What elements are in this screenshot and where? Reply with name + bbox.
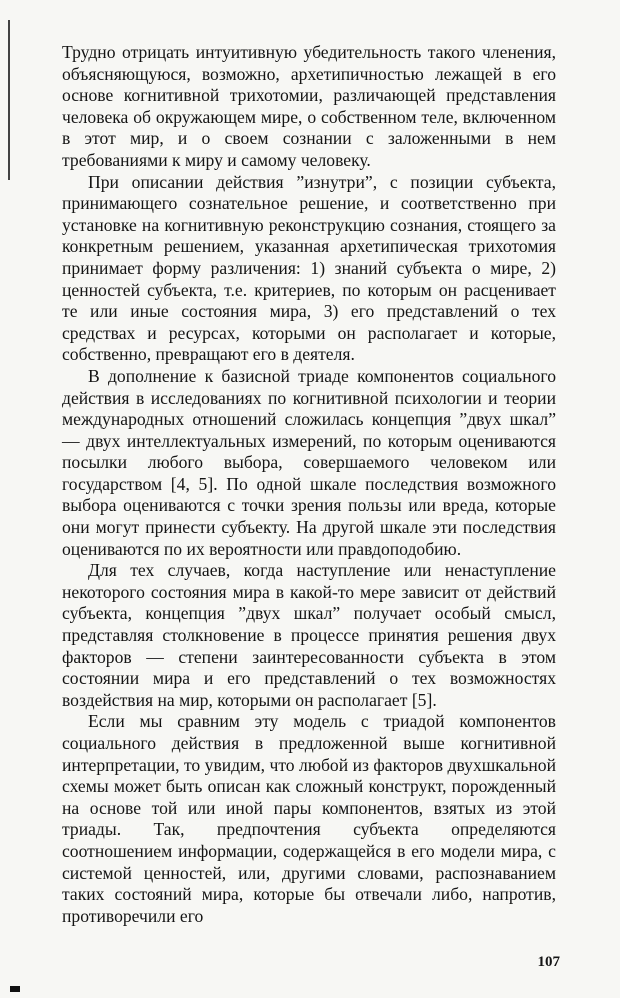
scan-corner-mark	[10, 986, 20, 992]
paragraph-2: При описании действия ”изнутри”, с позиции субъекта, принимающего сознательное решение, и соответственно при установке на когнитивную реконструкцию сознания, стоящего за конкретным решением, указанная архетипическая трихотомия принимает форму различения: 1) знаний субъекта о мире, 2) ценностей субъекта, т.е. критериев, по которым он расценивает те или иные состояния мира, 3) его представлений о тех средствах и ресурсах, которыми он располагает и которые, собственно, превращают его в деятеля.	[62, 171, 556, 365]
scan-edge-mark	[8, 20, 10, 180]
paragraph-1: Трудно отрицать интуитивную убедительность такого членения, объясняющуюся, возможно, архетипичностью лежащей в его основе когнитивной трихотомии, различающей представления человека об окружающем мире, о собственном теле, включенном в этот мир, и о своем сознании с заложенными в нем требованиями к миру и самому человеку.	[62, 42, 556, 170]
body-text	[62, 42, 556, 927]
page-number: 107	[537, 954, 560, 970]
paragraph-5: Если мы сравним эту модель с триадой компонентов социального действия в предложенной выше когнитивной интерпретации, то увидим, что любой из факторов двухшкальной схемы может быть описан как сложный конструкт, порожденный на основе той или иной пары компонентов, взятых из этой триады. Так, предпочтения субъекта определяются соотношением информации, содержащейся в его модели мира, с системой ценностей, или, другими словами, распознаванием таких состояний мира, которые бы отвечали либо, напротив, противоречили его	[62, 711, 556, 926]
paragraph-3: В дополнение к базисной триаде компонентов социального действия в исследованиях по когнитивной психологии и теории международных отношений сложилась концепция ”двух шкал” — двух интеллектуальных измерений, по которым оцениваются посылки любого выбора, совершаемого человеком или государством [4, 5]. По одной шкале последствия возможного выбора оцениваются с точки зрения пользы или вреда, которые они могут принести субъекту. На другой шкале эти последствия оцениваются по их вероятности или правдоподобию.	[62, 365, 556, 559]
paragraph-4: Для тех случаев, когда наступление или ненаступление некоторого состояния мира в какой-то мере зависит от действий субъекта, концепция ”двух шкал” получает особый смысл, представляя столкновение в процессе принятия решения двух факторов — степени заинтересованности субъекта в этом состоянии мира и его представлений о тех возможностях воздействия на мир, которыми он располагает [5].	[62, 560, 556, 710]
